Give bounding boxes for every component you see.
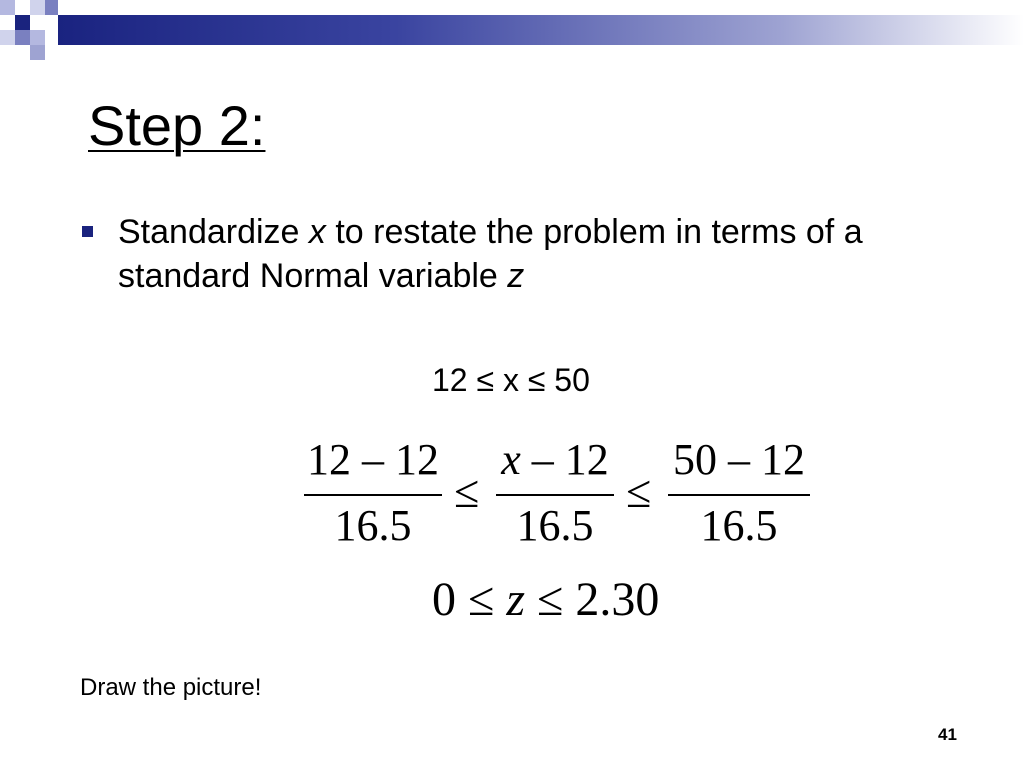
fraction-bar (496, 494, 614, 496)
variable-x: x (501, 435, 521, 484)
fraction-middle-numerator (496, 436, 614, 484)
fraction-middle (496, 436, 614, 550)
header-decoration (0, 0, 1024, 60)
bullet-square-icon (82, 226, 93, 237)
fraction-left-numerator: 12 – 12 (307, 435, 439, 484)
slide-title: Step 2: (88, 94, 266, 157)
variable-z: z (506, 573, 526, 626)
decor-square (15, 15, 30, 30)
relation-symbol: ≤ (454, 466, 480, 517)
decor-square (30, 15, 45, 30)
fraction-right-denominator: 16.5 (700, 501, 778, 550)
header-gradient-bar (58, 15, 1024, 45)
relation-symbol: ≤ (537, 573, 564, 626)
decor-square (30, 45, 45, 60)
fraction-left-denominator: 16.5 (334, 501, 412, 550)
bullet-text (118, 210, 978, 298)
decor-square (15, 30, 30, 45)
bullet-text-start: Standardize (118, 213, 309, 251)
fraction-middle-numerator-rest: – 12 (520, 435, 609, 484)
page-number: 41 (938, 725, 957, 744)
inequality-x: 12 ≤ x ≤ 50 (432, 362, 590, 398)
fraction-right-numerator: 50 – 12 (673, 435, 805, 484)
decor-square (30, 0, 45, 15)
fraction-middle-denominator: 16.5 (516, 501, 594, 550)
decor-square (30, 30, 45, 45)
z-upper-bound: 2.30 (575, 573, 660, 626)
fraction-bar (304, 494, 442, 496)
fraction-right (668, 436, 810, 550)
variable-x: x (308, 213, 326, 251)
fraction-left (304, 436, 442, 550)
variable-z: z (507, 257, 525, 295)
instruction-note: Draw the picture! (80, 674, 262, 701)
relation-symbol: ≤ (626, 466, 652, 517)
z-lower-bound: 0 (432, 573, 456, 626)
fraction-bar (668, 494, 810, 496)
decor-square (0, 30, 15, 45)
relation-symbol: ≤ (468, 573, 495, 626)
inequality-z (432, 572, 659, 628)
decor-square (0, 0, 15, 15)
bullet-text-middle: to restate the problem in terms of a standard Normal variable (118, 213, 863, 295)
decor-square (45, 0, 58, 15)
